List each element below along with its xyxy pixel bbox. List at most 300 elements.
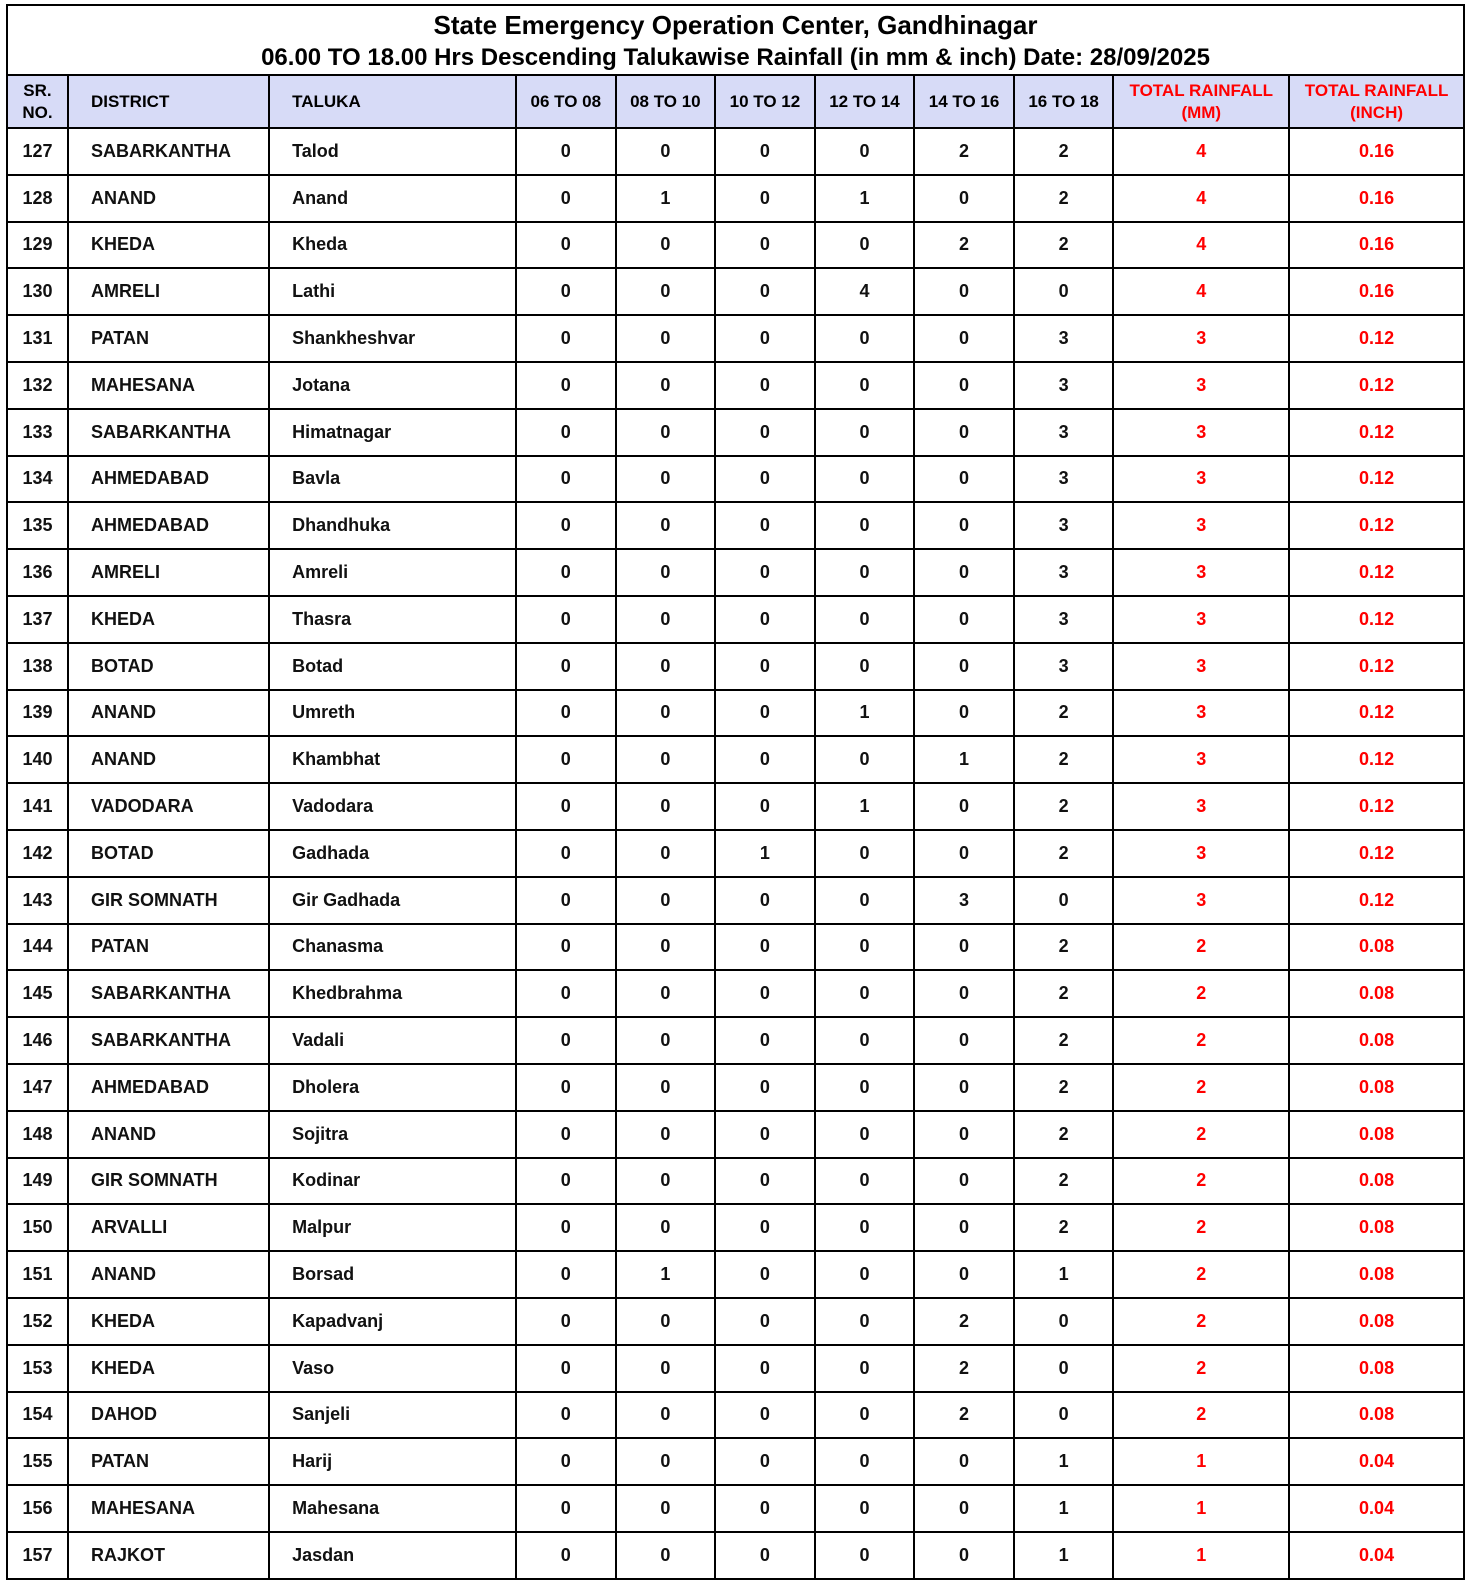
cell-taluka: Harij [269, 1438, 516, 1485]
cell-06-to-08: 0 [516, 549, 616, 596]
cell-12-to-14: 0 [815, 1345, 915, 1392]
cell-10-to-12: 0 [715, 409, 815, 456]
cell-08-to-10: 0 [616, 549, 716, 596]
cell-12-to-14: 0 [815, 1532, 915, 1579]
cell-16-to-18: 2 [1014, 1111, 1114, 1158]
cell-14-to-16: 0 [914, 1017, 1014, 1064]
cell-06-to-08: 0 [516, 268, 616, 315]
cell-district: PATAN [68, 315, 269, 362]
cell-12-to-14: 1 [815, 783, 915, 830]
cell-08-to-10: 0 [616, 222, 716, 269]
cell-sr-no: 127 [7, 128, 68, 175]
cell-14-to-16: 0 [914, 175, 1014, 222]
cell-total-inch: 0.12 [1289, 362, 1464, 409]
cell-taluka: Khambhat [269, 736, 516, 783]
table-row [7, 1158, 1464, 1205]
cell-14-to-16: 0 [914, 783, 1014, 830]
cell-sr-no: 136 [7, 549, 68, 596]
cell-district: ANAND [68, 736, 269, 783]
cell-district: AMRELI [68, 549, 269, 596]
cell-taluka: Botad [269, 643, 516, 690]
cell-08-to-10: 0 [616, 1064, 716, 1111]
table-row [7, 1064, 1464, 1111]
cell-10-to-12: 0 [715, 1392, 815, 1439]
cell-08-to-10: 0 [616, 1438, 716, 1485]
cell-08-to-10: 0 [616, 362, 716, 409]
cell-06-to-08: 0 [516, 596, 616, 643]
cell-14-to-16: 0 [914, 502, 1014, 549]
cell-total-mm: 1 [1113, 1485, 1289, 1532]
cell-total-mm: 3 [1113, 362, 1289, 409]
cell-12-to-14: 0 [815, 877, 915, 924]
cell-sr-no: 153 [7, 1345, 68, 1392]
cell-10-to-12: 0 [715, 596, 815, 643]
cell-10-to-12: 0 [715, 1438, 815, 1485]
table-row [7, 549, 1464, 596]
table-row [7, 830, 1464, 877]
cell-16-to-18: 1 [1014, 1251, 1114, 1298]
cell-10-to-12: 0 [715, 315, 815, 362]
col-header-16-to-18: 16 TO 18 [1014, 75, 1114, 128]
report-title: State Emergency Operation Center, Gandhinagar [433, 10, 1038, 40]
cell-sr-no: 139 [7, 690, 68, 737]
table-row [7, 1298, 1464, 1345]
cell-08-to-10: 0 [616, 596, 716, 643]
cell-14-to-16: 2 [914, 222, 1014, 269]
cell-district: MAHESANA [68, 362, 269, 409]
cell-total-inch: 0.08 [1289, 970, 1464, 1017]
cell-total-mm: 4 [1113, 128, 1289, 175]
cell-total-mm: 2 [1113, 970, 1289, 1017]
cell-sr-no: 155 [7, 1438, 68, 1485]
cell-16-to-18: 3 [1014, 456, 1114, 503]
cell-12-to-14: 0 [815, 502, 915, 549]
cell-total-mm: 3 [1113, 315, 1289, 362]
cell-district: ANAND [68, 690, 269, 737]
cell-10-to-12: 0 [715, 362, 815, 409]
cell-taluka: Borsad [269, 1251, 516, 1298]
cell-14-to-16: 0 [914, 1204, 1014, 1251]
cell-10-to-12: 0 [715, 456, 815, 503]
cell-08-to-10: 0 [616, 456, 716, 503]
table-row [7, 362, 1464, 409]
cell-taluka: Thasra [269, 596, 516, 643]
cell-12-to-14: 0 [815, 549, 915, 596]
cell-16-to-18: 1 [1014, 1438, 1114, 1485]
cell-total-inch: 0.08 [1289, 1158, 1464, 1205]
report-title-block [6, 4, 1465, 74]
cell-10-to-12: 0 [715, 690, 815, 737]
cell-14-to-16: 2 [914, 1392, 1014, 1439]
cell-10-to-12: 0 [715, 549, 815, 596]
cell-total-mm: 1 [1113, 1532, 1289, 1579]
cell-16-to-18: 1 [1014, 1532, 1114, 1579]
cell-district: KHEDA [68, 1298, 269, 1345]
cell-taluka: Malpur [269, 1204, 516, 1251]
cell-10-to-12: 0 [715, 268, 815, 315]
cell-12-to-14: 0 [815, 362, 915, 409]
cell-12-to-14: 0 [815, 736, 915, 783]
cell-12-to-14: 0 [815, 1158, 915, 1205]
rainfall-table [6, 74, 1465, 1580]
cell-14-to-16: 0 [914, 1438, 1014, 1485]
cell-10-to-12: 0 [715, 222, 815, 269]
cell-taluka: Vadodara [269, 783, 516, 830]
cell-district: ARVALLI [68, 1204, 269, 1251]
cell-16-to-18: 3 [1014, 596, 1114, 643]
cell-08-to-10: 0 [616, 783, 716, 830]
cell-14-to-16: 0 [914, 1064, 1014, 1111]
cell-district: VADODARA [68, 783, 269, 830]
cell-sr-no: 143 [7, 877, 68, 924]
cell-total-mm: 2 [1113, 1064, 1289, 1111]
cell-district: MAHESANA [68, 1485, 269, 1532]
table-row [7, 736, 1464, 783]
table-row [7, 1017, 1464, 1064]
cell-06-to-08: 0 [516, 924, 616, 971]
table-body [7, 128, 1464, 1579]
cell-08-to-10: 0 [616, 268, 716, 315]
cell-taluka: Amreli [269, 549, 516, 596]
cell-10-to-12: 0 [715, 1017, 815, 1064]
table-row [7, 1345, 1464, 1392]
cell-10-to-12: 0 [715, 783, 815, 830]
cell-total-inch: 0.08 [1289, 924, 1464, 971]
cell-06-to-08: 0 [516, 409, 616, 456]
cell-district: ANAND [68, 1251, 269, 1298]
cell-taluka: Dhandhuka [269, 502, 516, 549]
cell-16-to-18: 0 [1014, 268, 1114, 315]
cell-10-to-12: 0 [715, 1532, 815, 1579]
cell-total-mm: 4 [1113, 222, 1289, 269]
cell-06-to-08: 0 [516, 877, 616, 924]
table-row [7, 128, 1464, 175]
table-row [7, 222, 1464, 269]
cell-14-to-16: 2 [914, 1345, 1014, 1392]
cell-district: KHEDA [68, 1345, 269, 1392]
cell-16-to-18: 2 [1014, 128, 1114, 175]
table-row [7, 1532, 1464, 1579]
cell-08-to-10: 0 [616, 1345, 716, 1392]
cell-taluka: Sanjeli [269, 1392, 516, 1439]
cell-16-to-18: 2 [1014, 222, 1114, 269]
cell-district: AMRELI [68, 268, 269, 315]
cell-14-to-16: 3 [914, 877, 1014, 924]
cell-16-to-18: 1 [1014, 1485, 1114, 1532]
col-header-08-to-10: 08 TO 10 [616, 75, 716, 128]
cell-06-to-08: 0 [516, 315, 616, 362]
cell-total-mm: 2 [1113, 1392, 1289, 1439]
cell-06-to-08: 0 [516, 1298, 616, 1345]
cell-taluka: Talod [269, 128, 516, 175]
cell-sr-no: 148 [7, 1111, 68, 1158]
cell-total-inch: 0.12 [1289, 409, 1464, 456]
cell-taluka: Jasdan [269, 1532, 516, 1579]
cell-sr-no: 142 [7, 830, 68, 877]
cell-12-to-14: 0 [815, 409, 915, 456]
cell-total-mm: 2 [1113, 1298, 1289, 1345]
cell-sr-no: 144 [7, 924, 68, 971]
cell-08-to-10: 0 [616, 1532, 716, 1579]
cell-08-to-10: 0 [616, 1111, 716, 1158]
cell-08-to-10: 0 [616, 643, 716, 690]
cell-total-mm: 3 [1113, 549, 1289, 596]
cell-12-to-14: 0 [815, 315, 915, 362]
cell-sr-no: 138 [7, 643, 68, 690]
cell-total-inch: 0.08 [1289, 1392, 1464, 1439]
cell-taluka: Kapadvanj [269, 1298, 516, 1345]
cell-district: GIR SOMNATH [68, 877, 269, 924]
cell-14-to-16: 0 [914, 1532, 1014, 1579]
cell-16-to-18: 3 [1014, 643, 1114, 690]
cell-10-to-12: 0 [715, 128, 815, 175]
cell-sr-no: 152 [7, 1298, 68, 1345]
cell-12-to-14: 0 [815, 1017, 915, 1064]
cell-sr-no: 134 [7, 456, 68, 503]
cell-12-to-14: 0 [815, 596, 915, 643]
cell-total-inch: 0.12 [1289, 783, 1464, 830]
cell-sr-no: 151 [7, 1251, 68, 1298]
cell-14-to-16: 0 [914, 409, 1014, 456]
cell-06-to-08: 0 [516, 1251, 616, 1298]
cell-06-to-08: 0 [516, 1345, 616, 1392]
cell-06-to-08: 0 [516, 362, 616, 409]
cell-08-to-10: 0 [616, 315, 716, 362]
cell-08-to-10: 0 [616, 736, 716, 783]
cell-taluka: Sojitra [269, 1111, 516, 1158]
cell-sr-no: 150 [7, 1204, 68, 1251]
cell-06-to-08: 0 [516, 1485, 616, 1532]
table-row [7, 690, 1464, 737]
cell-12-to-14: 0 [815, 128, 915, 175]
cell-total-inch: 0.08 [1289, 1345, 1464, 1392]
col-header-total-inch: TOTAL RAINFALL (INCH) [1289, 75, 1464, 128]
cell-taluka: Kheda [269, 222, 516, 269]
cell-district: RAJKOT [68, 1532, 269, 1579]
cell-12-to-14: 0 [815, 1438, 915, 1485]
cell-12-to-14: 4 [815, 268, 915, 315]
cell-14-to-16: 0 [914, 970, 1014, 1017]
col-header-district: DISTRICT [68, 75, 269, 128]
cell-14-to-16: 0 [914, 690, 1014, 737]
cell-16-to-18: 2 [1014, 1017, 1114, 1064]
cell-sr-no: 133 [7, 409, 68, 456]
table-row [7, 175, 1464, 222]
cell-total-inch: 0.12 [1289, 736, 1464, 783]
col-header-10-to-12: 10 TO 12 [715, 75, 815, 128]
table-row [7, 315, 1464, 362]
cell-total-mm: 3 [1113, 456, 1289, 503]
cell-total-mm: 2 [1113, 1204, 1289, 1251]
cell-16-to-18: 3 [1014, 502, 1114, 549]
cell-10-to-12: 0 [715, 502, 815, 549]
cell-06-to-08: 0 [516, 783, 616, 830]
cell-taluka: Mahesana [269, 1485, 516, 1532]
cell-16-to-18: 0 [1014, 877, 1114, 924]
cell-14-to-16: 0 [914, 315, 1014, 362]
cell-14-to-16: 0 [914, 830, 1014, 877]
cell-total-mm: 3 [1113, 736, 1289, 783]
cell-taluka: Dholera [269, 1064, 516, 1111]
cell-total-mm: 4 [1113, 175, 1289, 222]
cell-08-to-10: 1 [616, 175, 716, 222]
table-row [7, 409, 1464, 456]
cell-total-inch: 0.16 [1289, 268, 1464, 315]
cell-06-to-08: 0 [516, 1017, 616, 1064]
cell-10-to-12: 0 [715, 1204, 815, 1251]
cell-10-to-12: 0 [715, 1485, 815, 1532]
cell-14-to-16: 0 [914, 1158, 1014, 1205]
cell-total-inch: 0.12 [1289, 596, 1464, 643]
cell-10-to-12: 0 [715, 877, 815, 924]
cell-12-to-14: 1 [815, 690, 915, 737]
cell-06-to-08: 0 [516, 970, 616, 1017]
cell-10-to-12: 0 [715, 736, 815, 783]
cell-total-mm: 2 [1113, 1345, 1289, 1392]
cell-district: AHMEDABAD [68, 1064, 269, 1111]
cell-08-to-10: 0 [616, 924, 716, 971]
cell-sr-no: 130 [7, 268, 68, 315]
cell-16-to-18: 2 [1014, 1204, 1114, 1251]
cell-total-inch: 0.04 [1289, 1532, 1464, 1579]
table-row [7, 268, 1464, 315]
cell-total-inch: 0.08 [1289, 1298, 1464, 1345]
cell-08-to-10: 0 [616, 1392, 716, 1439]
cell-10-to-12: 1 [715, 830, 815, 877]
cell-16-to-18: 0 [1014, 1392, 1114, 1439]
cell-total-mm: 2 [1113, 1251, 1289, 1298]
cell-06-to-08: 0 [516, 1204, 616, 1251]
table-row [7, 1392, 1464, 1439]
cell-total-inch: 0.12 [1289, 877, 1464, 924]
cell-16-to-18: 2 [1014, 175, 1114, 222]
cell-district: AHMEDABAD [68, 456, 269, 503]
cell-08-to-10: 0 [616, 877, 716, 924]
cell-16-to-18: 2 [1014, 830, 1114, 877]
cell-16-to-18: 2 [1014, 736, 1114, 783]
cell-district: SABARKANTHA [68, 970, 269, 1017]
cell-district: GIR SOMNATH [68, 1158, 269, 1205]
cell-10-to-12: 0 [715, 924, 815, 971]
cell-sr-no: 141 [7, 783, 68, 830]
cell-total-inch: 0.12 [1289, 502, 1464, 549]
cell-14-to-16: 0 [914, 1485, 1014, 1532]
table-row [7, 1111, 1464, 1158]
cell-12-to-14: 0 [815, 1392, 915, 1439]
col-header-taluka: TALUKA [269, 75, 516, 128]
cell-08-to-10: 1 [616, 1251, 716, 1298]
cell-14-to-16: 0 [914, 549, 1014, 596]
cell-08-to-10: 0 [616, 1204, 716, 1251]
cell-10-to-12: 0 [715, 1158, 815, 1205]
table-row [7, 877, 1464, 924]
cell-12-to-14: 0 [815, 1064, 915, 1111]
cell-sr-no: 137 [7, 596, 68, 643]
cell-total-inch: 0.04 [1289, 1485, 1464, 1532]
cell-10-to-12: 0 [715, 643, 815, 690]
cell-16-to-18: 3 [1014, 409, 1114, 456]
cell-taluka: Jotana [269, 362, 516, 409]
cell-12-to-14: 0 [815, 456, 915, 503]
cell-sr-no: 129 [7, 222, 68, 269]
cell-district: AHMEDABAD [68, 502, 269, 549]
cell-14-to-16: 2 [914, 1298, 1014, 1345]
cell-06-to-08: 0 [516, 830, 616, 877]
cell-total-inch: 0.16 [1289, 175, 1464, 222]
table-row [7, 502, 1464, 549]
cell-14-to-16: 0 [914, 1251, 1014, 1298]
cell-total-inch: 0.08 [1289, 1251, 1464, 1298]
cell-sr-no: 146 [7, 1017, 68, 1064]
rainfall-report [6, 4, 1465, 1580]
cell-taluka: Himatnagar [269, 409, 516, 456]
table-row [7, 783, 1464, 830]
cell-08-to-10: 0 [616, 690, 716, 737]
cell-district: BOTAD [68, 830, 269, 877]
cell-total-inch: 0.08 [1289, 1111, 1464, 1158]
cell-taluka: Umreth [269, 690, 516, 737]
cell-06-to-08: 0 [516, 456, 616, 503]
cell-06-to-08: 0 [516, 736, 616, 783]
cell-16-to-18: 3 [1014, 362, 1114, 409]
cell-12-to-14: 0 [815, 830, 915, 877]
cell-taluka: Anand [269, 175, 516, 222]
table-row [7, 456, 1464, 503]
cell-16-to-18: 2 [1014, 1064, 1114, 1111]
cell-16-to-18: 2 [1014, 1158, 1114, 1205]
cell-district: PATAN [68, 1438, 269, 1485]
cell-district: SABARKANTHA [68, 409, 269, 456]
cell-sr-no: 128 [7, 175, 68, 222]
cell-taluka: Vaso [269, 1345, 516, 1392]
cell-12-to-14: 0 [815, 970, 915, 1017]
table-row [7, 924, 1464, 971]
cell-12-to-14: 0 [815, 1251, 915, 1298]
table-row [7, 596, 1464, 643]
cell-total-inch: 0.12 [1289, 315, 1464, 362]
cell-total-inch: 0.12 [1289, 830, 1464, 877]
cell-16-to-18: 2 [1014, 970, 1114, 1017]
cell-10-to-12: 0 [715, 1111, 815, 1158]
cell-district: BOTAD [68, 643, 269, 690]
cell-district: SABARKANTHA [68, 128, 269, 175]
table-row [7, 643, 1464, 690]
cell-total-mm: 1 [1113, 1438, 1289, 1485]
table-row [7, 970, 1464, 1017]
cell-total-mm: 3 [1113, 596, 1289, 643]
cell-06-to-08: 0 [516, 175, 616, 222]
col-header-12-to-14: 12 TO 14 [815, 75, 915, 128]
cell-total-inch: 0.08 [1289, 1017, 1464, 1064]
cell-16-to-18: 0 [1014, 1345, 1114, 1392]
cell-total-mm: 2 [1113, 1017, 1289, 1064]
cell-taluka: Chanasma [269, 924, 516, 971]
cell-taluka: Gadhada [269, 830, 516, 877]
cell-total-inch: 0.12 [1289, 643, 1464, 690]
cell-district: DAHOD [68, 1392, 269, 1439]
cell-06-to-08: 0 [516, 502, 616, 549]
cell-district: PATAN [68, 924, 269, 971]
cell-12-to-14: 0 [815, 1204, 915, 1251]
cell-16-to-18: 2 [1014, 783, 1114, 830]
cell-district: KHEDA [68, 222, 269, 269]
cell-14-to-16: 0 [914, 456, 1014, 503]
col-header-total-mm: TOTAL RAINFALL (MM) [1113, 75, 1289, 128]
cell-06-to-08: 0 [516, 222, 616, 269]
cell-sr-no: 154 [7, 1392, 68, 1439]
cell-16-to-18: 3 [1014, 549, 1114, 596]
cell-14-to-16: 2 [914, 128, 1014, 175]
